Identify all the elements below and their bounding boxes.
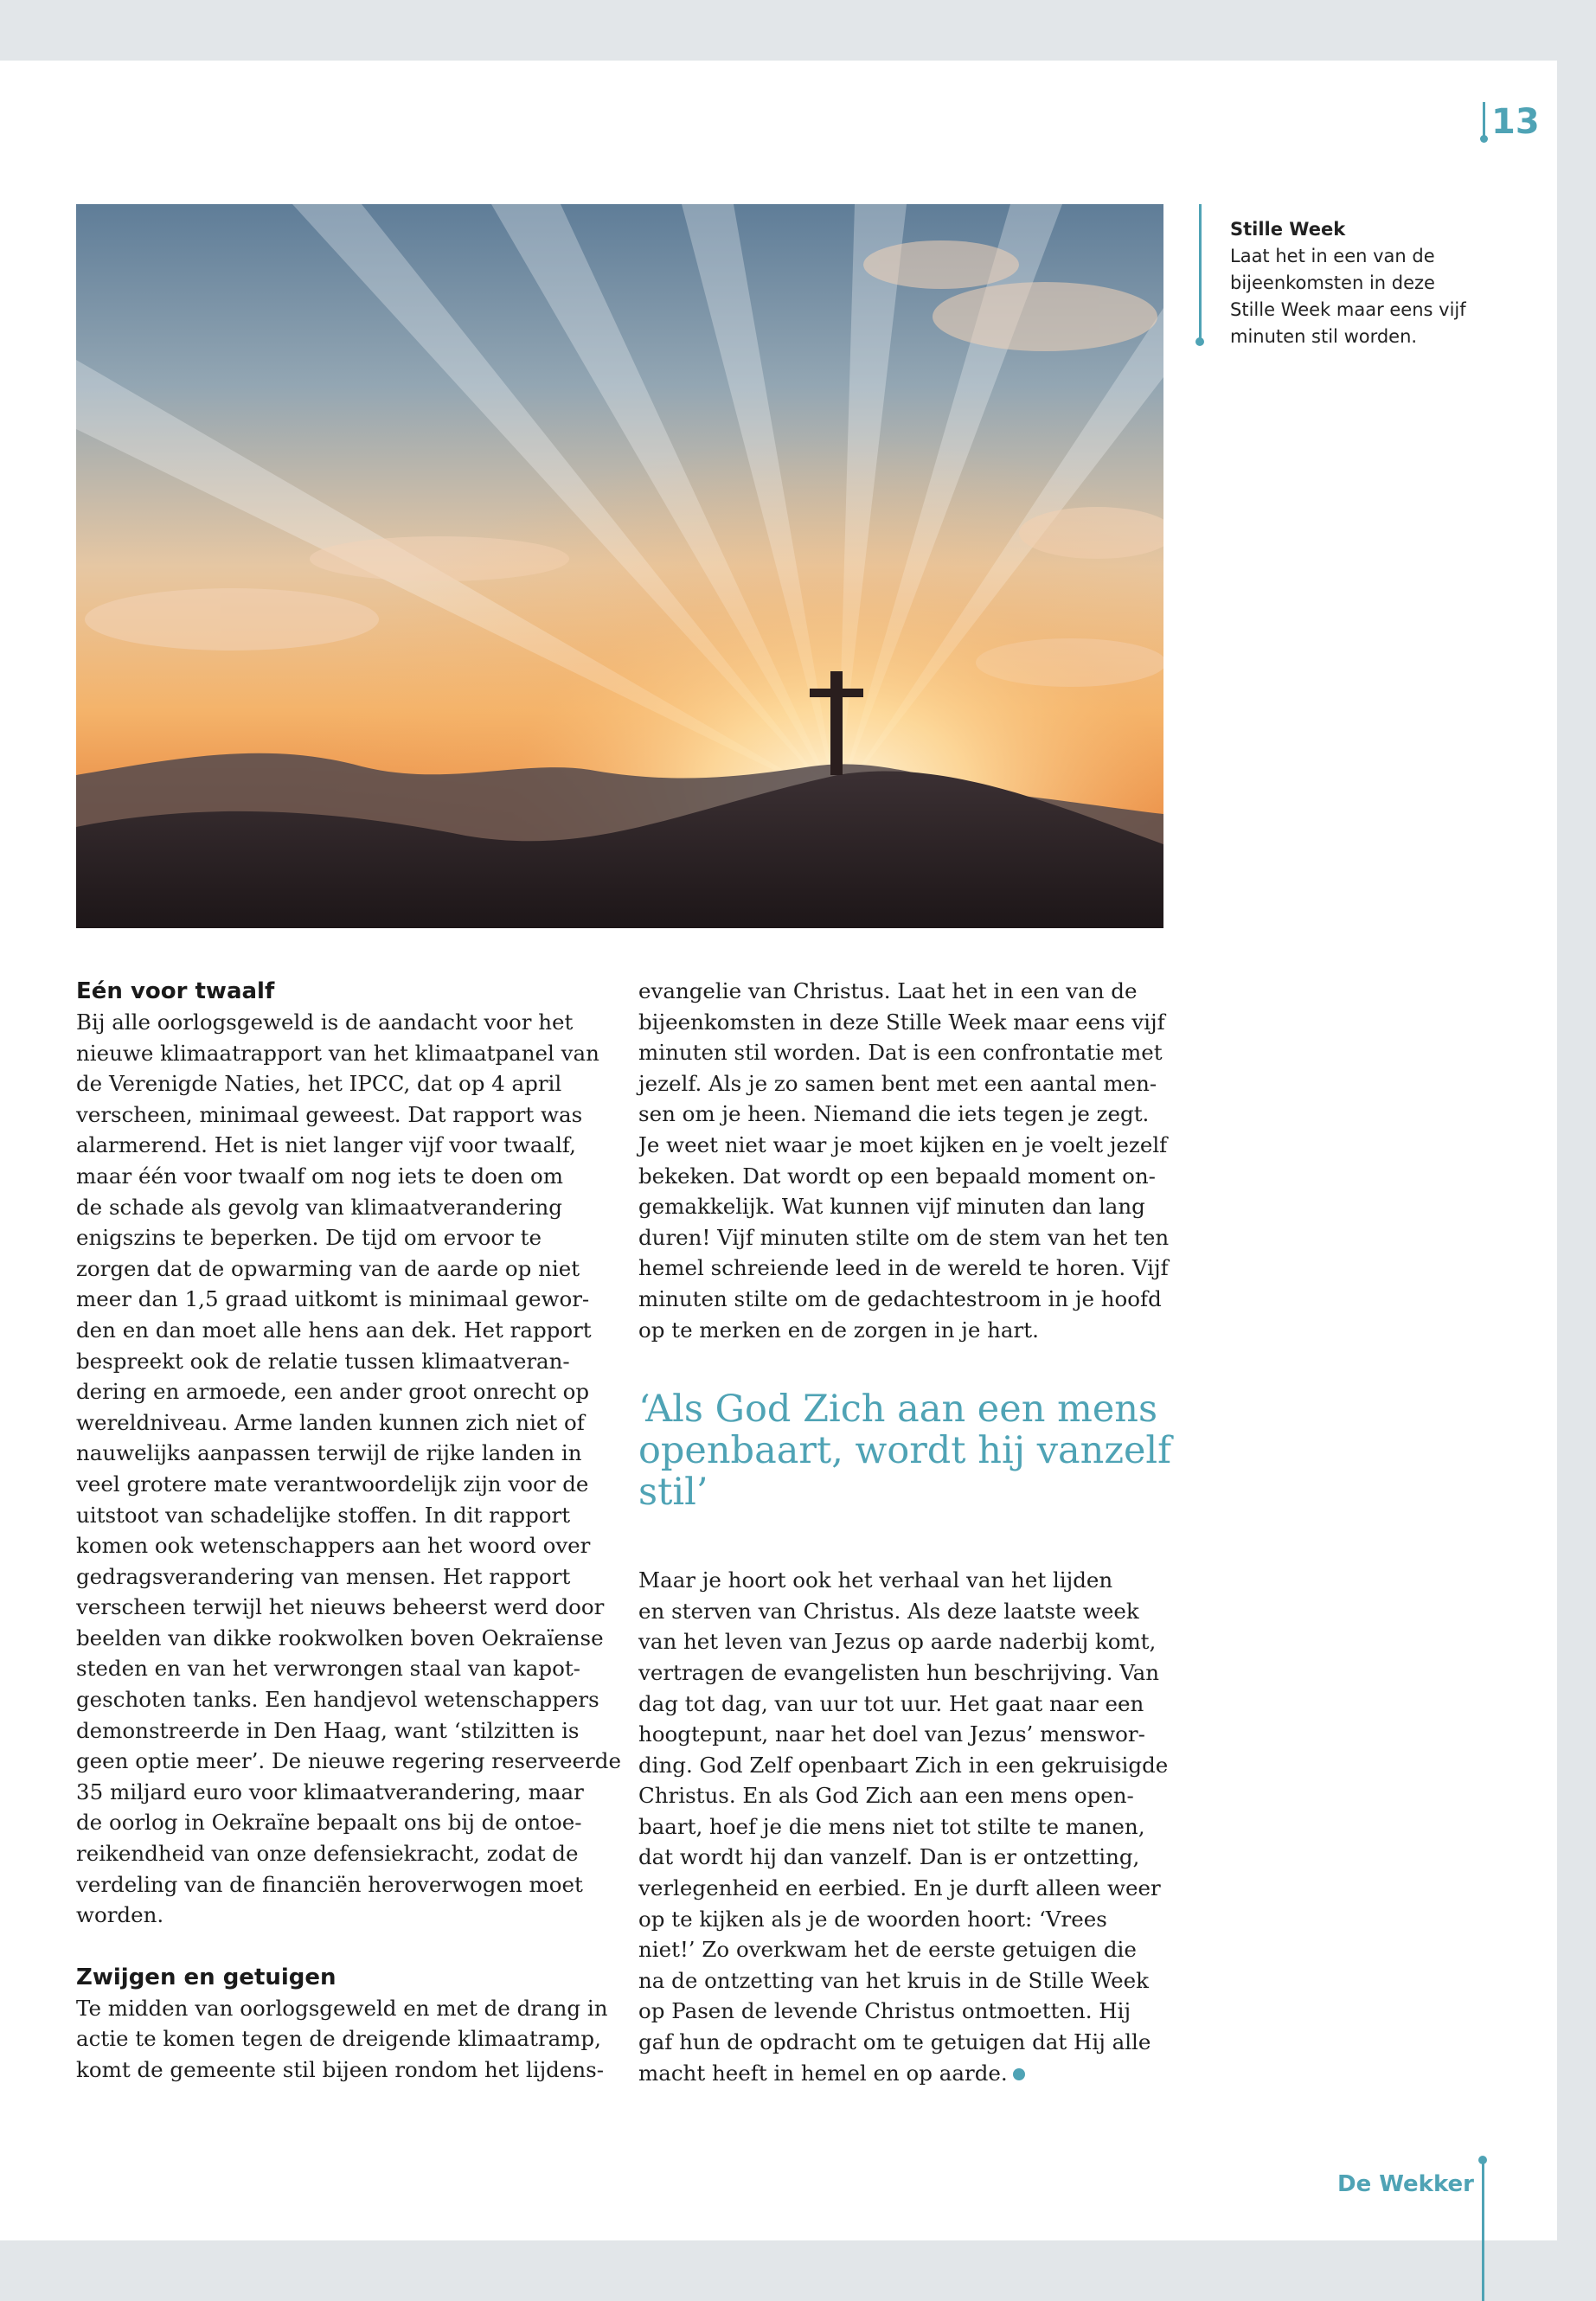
text-line: na de ontzetting van het kruis in de Stille Week — [638, 1967, 1149, 1993]
sidebar-note-line: Laat het in een van de — [1230, 246, 1435, 266]
photo-illustration — [76, 204, 1163, 928]
footer-dot — [1478, 2156, 1487, 2164]
text-line: demonstreerde in Den Haag, want ‘stilzitten is — [76, 1717, 580, 1743]
text-line: op Pasen de levende Christus ontmoetten. Hij — [638, 1998, 1131, 2024]
text-line: bekeken. Dat wordt op een bepaald moment on- — [638, 1163, 1156, 1189]
text-line: steden en van het verwrongen staal van kapot- — [76, 1656, 580, 1682]
text-line: Maar je hoort ook het verhaal van het lijden — [638, 1567, 1113, 1593]
text-line: niet!’ Zo overkwam het de eerste getuigen die — [638, 1937, 1137, 1963]
text-line: hoogtepunt, naar het doel van Jezus’ menswor- — [638, 1721, 1145, 1747]
text-line: ding. God Zelf openbaart Zich in een gekruisigde — [638, 1752, 1169, 1778]
text-line: sen om je heen. Niemand die iets tegen je zegt. — [638, 1101, 1150, 1127]
text-line: nieuwe klimaatrapport van het klimaatpanel van — [76, 1040, 599, 1066]
text-line: van het leven van Jezus op aarde naderbij komt, — [638, 1629, 1157, 1655]
page-number: 13 — [1491, 102, 1540, 142]
sidebar-note-line: bijeenkomsten in deze — [1230, 272, 1435, 293]
text-line: worden. — [76, 1902, 164, 1928]
text-line: minuten stil worden. Dat is een confrontatie met — [638, 1040, 1163, 1066]
text-line: meer dan 1,5 graad uitkomt is minimaal gewor- — [76, 1286, 590, 1312]
pull-quote — [638, 1388, 1175, 1513]
text-line: gaf hun de opdracht om te getuigen dat Hij alle — [638, 2029, 1151, 2055]
text-line: Bij alle oorlogsgeweld is de aandacht voor het — [76, 1009, 574, 1035]
article-column-right — [638, 976, 1175, 2088]
text-line: en sterven van Christus. Als deze laatste week — [638, 1598, 1139, 1624]
column-body-bottom — [638, 1565, 1175, 2088]
text-line: dering en armoede, een ander groot onrecht op — [76, 1379, 590, 1405]
text-line: uitstoot van schadelijke stoffen. In dit rapport — [76, 1502, 571, 1528]
text-line: reikendheid van onze defensiekracht, zodat de — [76, 1841, 579, 1867]
text-line: alarmerend. Het is niet langer vijf voor twaalf, — [76, 1132, 576, 1158]
text-line: Te midden van oorlogsgeweld en met de drang in — [76, 1995, 608, 2021]
text-line: verlegenheid en eerbied. En je durft alleen weer — [638, 1875, 1161, 1901]
text-line: verscheen, minimaal geweest. Dat rapport was — [76, 1101, 583, 1127]
sidebar-note-line: minuten stil worden. — [1230, 326, 1418, 347]
sidebar-note-dot — [1195, 337, 1204, 346]
text-line: de oorlog in Oekraïne bepaalt ons bij de ontoe- — [76, 1810, 582, 1836]
text-line: ‘Als God Zich aan een mens — [638, 1388, 1158, 1432]
text-line: komen ook wetenschappers aan het woord over — [76, 1533, 591, 1559]
text-line: macht heeft in hemel en op aarde. — [638, 2058, 1175, 2089]
text-line: hemel schreiende leed in de wereld te horen. Vijf — [638, 1255, 1169, 1281]
text-line: evangelie van Christus. Laat het in een van de — [638, 978, 1138, 1003]
text-line: verscheen terwijl het nieuws beheerst werd door — [76, 1594, 605, 1620]
text-line: de schade als gevolg van klimaatverandering — [76, 1194, 562, 1220]
text-line: op te kijken als je de woorden hoort: ‘Vrees — [638, 1906, 1107, 1932]
end-of-article-dot — [1013, 2068, 1025, 2080]
text-line: bespreekt ook de relatie tussen klimaatveran- — [76, 1348, 570, 1374]
text-line: geschoten tanks. Een handjevol wetenschappers — [76, 1687, 599, 1713]
column-body-top — [638, 976, 1175, 1345]
text-line: geen optie meer’. De nieuwe regering reserveerde — [76, 1748, 621, 1774]
text-line: 35 miljard euro voor klimaatverandering, maar — [76, 1779, 584, 1804]
text-line: baart, hoef je die mens niet tot stilte te manen, — [638, 1813, 1145, 1839]
text-line: wereldniveau. Arme landen kunnen zich niet of — [76, 1409, 585, 1435]
section-heading: Eén voor twaalf — [76, 978, 275, 1004]
section-body — [76, 1993, 612, 2086]
text-line: maar één voor twaalf om nog iets te doen om — [76, 1163, 563, 1189]
footer-rule — [1482, 2160, 1484, 2301]
sidebar-note-title: Stille Week — [1230, 219, 1346, 240]
text-line: Christus. En als God Zich aan een mens open- — [638, 1783, 1134, 1809]
text-line: de Verenigde Naties, het IPCC, dat op 4 april — [76, 1071, 562, 1097]
text-line: duren! Vijf minuten stilte om de stem van het ten — [638, 1224, 1170, 1250]
cross-sunset-photo — [76, 204, 1163, 928]
text-line: nauwelijks aanpassen terwijl de rijke landen in — [76, 1440, 582, 1466]
sidebar-note-line: Stille Week maar eens vijf — [1230, 299, 1466, 320]
text-line: actie te komen tegen de dreigende klimaatramp, — [76, 2026, 601, 2052]
text-line: minuten stilte om de gedachtestroom in je hoofd — [638, 1285, 1162, 1311]
text-line: jezelf. Als je zo samen bent met een aantal men- — [638, 1070, 1157, 1096]
section-body — [76, 1007, 621, 1931]
text-line: veel grotere mate verantwoordelijk zijn voor de — [76, 1471, 589, 1497]
text-line: komt de gemeente stil bijeen rondom het lijdens- — [76, 2057, 604, 2082]
text-line: vertragen de evangelisten hun beschrijving. Van — [638, 1659, 1160, 1685]
text-line: beelden van dikke rookwolken boven Oekraïense — [76, 1625, 604, 1650]
text-line: op te merken en de zorgen in je hart. — [638, 1317, 1039, 1343]
text-line: gedragsverandering van mensen. Het rapport — [76, 1563, 571, 1589]
sidebar-note — [1230, 216, 1490, 350]
text-line: zorgen dat de opwarming van de aarde op niet — [76, 1255, 580, 1281]
text-line: enigszins te beperken. De tijd om ervoor te — [76, 1225, 542, 1251]
text-line: bijeenkomsten in deze Stille Week maar eens vijf — [638, 1009, 1165, 1035]
text-line: openbaart, wordt hij vanzelf — [638, 1429, 1172, 1473]
text-line: dat wordt hij dan vanzelf. Dan is er ontzetting, — [638, 1844, 1140, 1870]
section-heading: Zwijgen en getuigen — [76, 1964, 337, 1990]
text-line: stil’ — [638, 1471, 708, 1515]
article-column-left — [76, 976, 621, 2086]
text-line: den en dan moet alle hens aan dek. Het rapport — [76, 1317, 592, 1343]
text-line: verdeling van de financiën heroverwogen moet — [76, 1871, 583, 1897]
sidebar-note-rule — [1199, 204, 1202, 341]
text-line: dag tot dag, van uur tot uur. Het gaat naar een — [638, 1690, 1144, 1716]
text-line: gemakkelijk. Wat kunnen vijf minuten dan lang — [638, 1194, 1145, 1220]
text-line: Je weet niet waar je moet kijken en je voelt jezelf — [638, 1131, 1168, 1157]
footer-brand: De Wekker — [1337, 2171, 1474, 2197]
